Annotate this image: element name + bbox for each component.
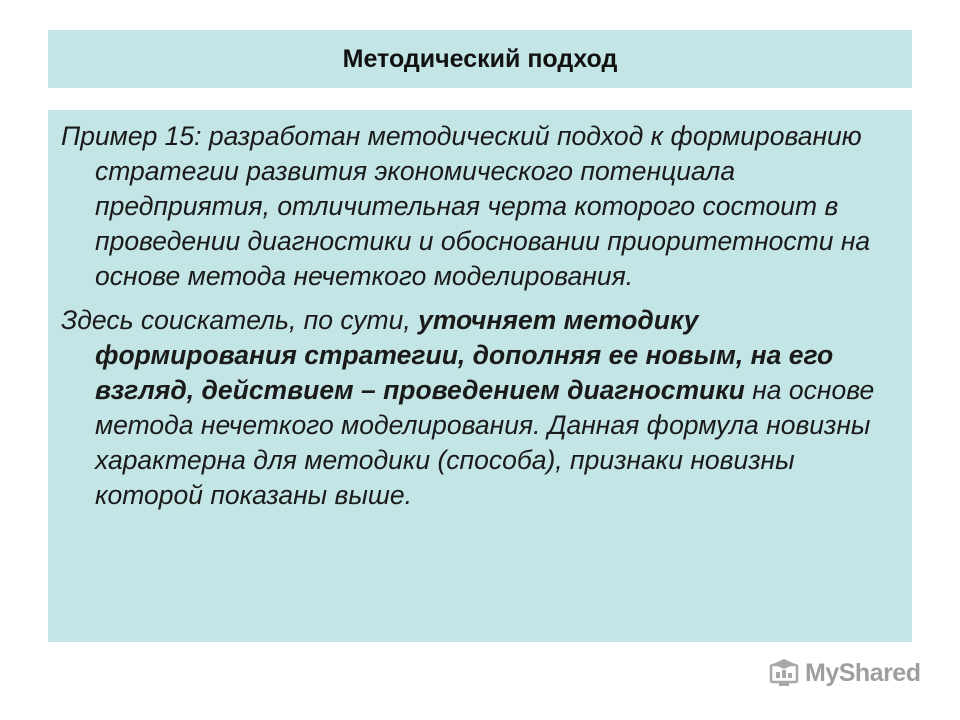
content-panel: [48, 110, 912, 642]
explanation-paragraph: [61, 303, 894, 513]
explanation-lead: Здесь соискатель, по сути,: [61, 305, 419, 335]
watermark-text: MyShared: [805, 658, 921, 687]
explanation-tail: на основе метода нечеткого моделирования. Данная формула новизны характерна для методики (способа), признаки новизны которой показаны выше.: [95, 375, 875, 510]
title-panel: [48, 30, 912, 88]
explanation-emphasis: уточняет методику формирования стратегии, дополняя ее новым, на его взгляд, действием – проведением диагностики: [95, 305, 834, 405]
mortarboard-screen-icon: [768, 658, 800, 688]
slide-title: Методический подход: [342, 44, 618, 73]
myshared-logo: [768, 658, 920, 688]
example-paragraph: Пример 15: разработан методический подход к формированию стратегии развития экономического потенциала предприятия, отличительная черта которого состоит в проведении диагностики и обосновании приоритетности на основе метода нечеткого моделирования.: [61, 121, 871, 291]
